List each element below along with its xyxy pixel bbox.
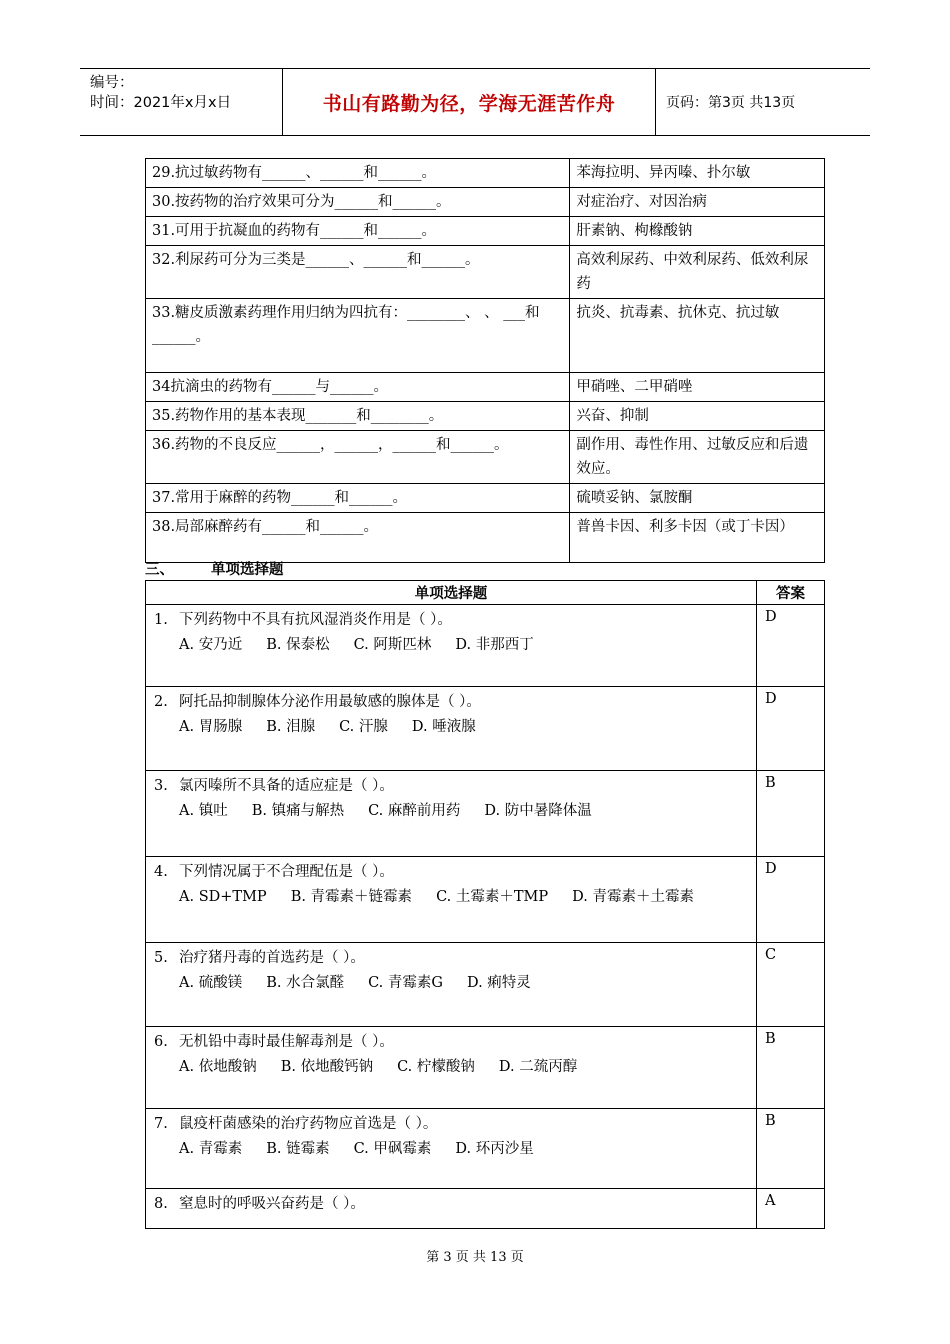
question-stem-line bbox=[146, 773, 756, 799]
fill-row bbox=[146, 217, 825, 246]
option-item: B. 保泰松 bbox=[266, 637, 330, 653]
fill-row bbox=[146, 159, 825, 188]
option-item: B. 水合氯醛 bbox=[266, 975, 345, 991]
fill-question: 29.抗过敏药物有______、______和______。 bbox=[146, 159, 570, 188]
choice-question-cell bbox=[146, 943, 757, 1027]
fill-row bbox=[146, 188, 825, 217]
option-item: C. 青霉素G bbox=[368, 975, 443, 991]
fill-row bbox=[146, 373, 825, 402]
header-meta bbox=[80, 69, 282, 135]
fill-question: 38.局部麻醉药有______和______。 bbox=[146, 513, 570, 563]
choice-question-cell bbox=[146, 1027, 757, 1109]
fill-answer: 副作用、毒性作用、过敏反应和后遗效应。 bbox=[570, 431, 825, 484]
choice-row bbox=[146, 687, 825, 771]
question-number: 8. bbox=[154, 1196, 168, 1212]
choice-answer: A bbox=[757, 1189, 825, 1229]
question-stem: 下列情况属于不合理配伍是（ ）。 bbox=[179, 864, 394, 880]
option-item: A. 青霉素 bbox=[179, 1141, 243, 1157]
question-number: 4. bbox=[154, 864, 168, 880]
choice-row bbox=[146, 1109, 825, 1189]
option-item: D. 唾液腺 bbox=[411, 719, 476, 735]
option-item: A. SD+TMP bbox=[179, 889, 267, 905]
fill-question: 32.利尿药可分为三类是______、______和______。 bbox=[146, 246, 570, 299]
option-item: C. 阿斯匹林 bbox=[353, 637, 432, 653]
question-number: 5. bbox=[154, 950, 168, 966]
column-header-answer: 答案 bbox=[757, 581, 825, 605]
choice-answer: D bbox=[757, 857, 825, 943]
choice-row bbox=[146, 605, 825, 687]
fill-row bbox=[146, 513, 825, 563]
header-motto-cell bbox=[282, 69, 656, 135]
choice-row bbox=[146, 857, 825, 943]
option-item: A. 镇吐 bbox=[179, 803, 228, 819]
question-stem-line bbox=[146, 607, 756, 633]
fill-answer: 甲硝唑、二甲硝唑 bbox=[570, 373, 825, 402]
option-item: A. 胃肠腺 bbox=[179, 719, 243, 735]
question-number: 3. bbox=[154, 778, 168, 794]
fill-answer: 抗炎、抗毒素、抗休克、抗过敏 bbox=[570, 299, 825, 373]
section-number: 三、 bbox=[145, 562, 174, 578]
option-item: A. 安乃近 bbox=[179, 637, 243, 653]
choice-row bbox=[146, 1189, 825, 1229]
choice-row bbox=[146, 1027, 825, 1109]
time-label: 时间：2021年x月x日 bbox=[90, 95, 232, 111]
section-three-title bbox=[145, 558, 284, 579]
fill-answer: 普兽卡因、利多卡因（或丁卡因） bbox=[570, 513, 825, 563]
fill-question: 30.按药物的治疗效果可分为______和______。 bbox=[146, 188, 570, 217]
choice-table bbox=[145, 580, 825, 1229]
question-stem-line bbox=[146, 1111, 756, 1137]
question-stem: 无机铅中毒时最佳解毒剂是（ ）。 bbox=[179, 1034, 394, 1050]
fill-question: 37.常用于麻醉的药物______和______。 bbox=[146, 484, 570, 513]
page-info: 页码：第3页 共13页 bbox=[666, 95, 796, 111]
choice-answer: B bbox=[757, 1109, 825, 1189]
option-item: D. 青霉素＋土霉素 bbox=[572, 889, 694, 905]
question-stem-line bbox=[146, 689, 756, 715]
choice-answer: D bbox=[757, 687, 825, 771]
fill-answer: 硫喷妥钠、氯胺酮 bbox=[570, 484, 825, 513]
option-item: B. 依地酸钙钠 bbox=[280, 1059, 374, 1075]
choice-question-cell bbox=[146, 1109, 757, 1189]
option-item: D. 环丙沙星 bbox=[455, 1141, 534, 1157]
page-header bbox=[80, 68, 870, 136]
choice-header-row bbox=[146, 581, 825, 605]
fill-row bbox=[146, 299, 825, 373]
option-item: D. 二巯丙醇 bbox=[498, 1059, 578, 1075]
option-item: D. 防中暑降体温 bbox=[484, 803, 592, 819]
options-line bbox=[146, 885, 756, 909]
option-item: A. 依地酸钠 bbox=[179, 1059, 257, 1075]
question-stem: 鼠疫杆菌感染的治疗药物应首选是（ ）。 bbox=[179, 1116, 438, 1132]
number-label: 编号： bbox=[90, 75, 134, 91]
fill-row bbox=[146, 431, 825, 484]
choice-answer: C bbox=[757, 943, 825, 1027]
question-stem: 窒息时的呼吸兴奋药是（ ）。 bbox=[179, 1196, 365, 1212]
choice-question-cell bbox=[146, 1189, 757, 1229]
fill-answer: 高效利尿药、中效利尿药、低效利尿药 bbox=[570, 246, 825, 299]
option-item: B. 镇痛与解热 bbox=[251, 803, 345, 819]
option-item: B. 链霉素 bbox=[266, 1141, 330, 1157]
option-item: B. 青霉素＋链霉素 bbox=[290, 889, 413, 905]
choice-row bbox=[146, 771, 825, 857]
fill-question: 36.药物的不良反应______，______，______和______。 bbox=[146, 431, 570, 484]
column-header-question: 单项选择题 bbox=[146, 581, 757, 605]
option-item: A. 硫酸镁 bbox=[179, 975, 243, 991]
choice-answer: D bbox=[757, 605, 825, 687]
options-line bbox=[146, 633, 756, 657]
option-item: C. 土霉素＋TMP bbox=[436, 889, 549, 905]
question-stem: 下列药物中不具有抗风湿消炎作用是（ ）。 bbox=[179, 612, 452, 628]
option-item: B. 泪腺 bbox=[266, 719, 316, 735]
fill-row bbox=[146, 246, 825, 299]
question-stem-line bbox=[146, 859, 756, 885]
header-page-cell bbox=[656, 69, 870, 135]
question-number: 7. bbox=[154, 1116, 168, 1132]
motto: 书山有路勤为径，学海无涯苦作舟 bbox=[322, 92, 616, 115]
fill-answer: 苯海拉明、异丙嗪、扑尔敏 bbox=[570, 159, 825, 188]
fill-answer: 对症治疗、对因治病 bbox=[570, 188, 825, 217]
options-line bbox=[146, 799, 756, 823]
page-footer: 第 3 页 共 13 页 bbox=[426, 1250, 524, 1265]
choice-row bbox=[146, 943, 825, 1027]
question-number: 2. bbox=[154, 694, 168, 710]
fill-question: 35.药物作用的基本表现_______和________。 bbox=[146, 402, 570, 431]
question-stem-line bbox=[146, 945, 756, 971]
choice-question-cell bbox=[146, 687, 757, 771]
option-item: D. 痢特灵 bbox=[466, 975, 531, 991]
question-number: 6. bbox=[154, 1034, 168, 1050]
fill-in-table bbox=[145, 158, 825, 563]
choice-question-cell bbox=[146, 771, 757, 857]
choice-answer: B bbox=[757, 771, 825, 857]
question-number: 1. bbox=[154, 612, 168, 628]
fill-answer: 肝素钠、枸橼酸钠 bbox=[570, 217, 825, 246]
choice-question-cell bbox=[146, 857, 757, 943]
question-stem: 阿托品抑制腺体分泌作用最敏感的腺体是（ ）。 bbox=[179, 694, 481, 710]
question-stem: 治疗猪丹毒的首选药是（ ）。 bbox=[179, 950, 365, 966]
options-line bbox=[146, 1137, 756, 1161]
fill-question: 34抗滴虫的药物有______与______。 bbox=[146, 373, 570, 402]
option-item: C. 汗腺 bbox=[339, 719, 388, 735]
question-stem-line bbox=[146, 1191, 756, 1217]
option-item: D. 非那西丁 bbox=[455, 637, 534, 653]
section-label: 单项选择题 bbox=[211, 562, 284, 578]
options-line bbox=[146, 715, 756, 739]
question-stem: 氯丙嗪所不具备的适应症是（ ）。 bbox=[179, 778, 394, 794]
fill-answer: 兴奋、抑制 bbox=[570, 402, 825, 431]
options-line bbox=[146, 1055, 756, 1079]
option-item: C. 柠檬酸钠 bbox=[397, 1059, 475, 1075]
option-item: C. 麻醉前用药 bbox=[368, 803, 461, 819]
fill-row bbox=[146, 484, 825, 513]
option-item: C. 甲砜霉素 bbox=[353, 1141, 432, 1157]
choice-question-cell bbox=[146, 605, 757, 687]
choice-answer: B bbox=[757, 1027, 825, 1109]
fill-row bbox=[146, 402, 825, 431]
question-stem-line bbox=[146, 1029, 756, 1055]
fill-question: 31.可用于抗凝血的药物有______和______。 bbox=[146, 217, 570, 246]
fill-question: 33.糖皮质激素药理作用归纳为四抗有：________、 、 ___和______。 bbox=[146, 299, 570, 373]
options-line bbox=[146, 971, 756, 995]
